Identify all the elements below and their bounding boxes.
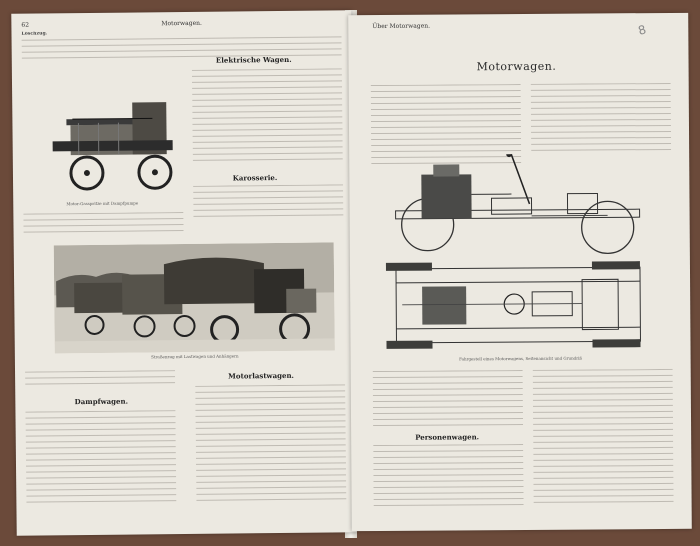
left-page-number: 62 xyxy=(21,21,30,29)
body-paragraph xyxy=(193,184,343,226)
heading-passenger: Personenwagen. xyxy=(415,432,480,442)
heading-truck: Motorlastwagen. xyxy=(228,370,295,381)
fire-engine-caption: Motor-Gasspritze mit Dampfpumpe xyxy=(66,200,139,207)
convoy-caption: Straßenzug mit Lastwagen und Anhängern xyxy=(151,353,239,360)
heading-electric: Elektrische Wagen. xyxy=(215,54,292,65)
page-title: Motorwagen. xyxy=(476,59,557,74)
truck-paragraph xyxy=(195,384,346,516)
left-page xyxy=(11,10,356,536)
truck-convoy-illustration xyxy=(54,242,335,353)
pencil-mark: 8 xyxy=(636,22,648,38)
passenger-paragraph xyxy=(373,444,523,515)
fire-engine-illustration xyxy=(22,62,183,204)
right-page xyxy=(348,13,692,531)
right-running-head: Über Motorwagen. xyxy=(372,22,431,31)
opening-keyword: Löschzug. xyxy=(21,31,48,37)
left-running-head: Motorwagen. xyxy=(161,19,202,28)
left-mid-paragraph xyxy=(23,212,183,244)
pump-paragraph xyxy=(25,410,176,512)
heading-body: Karosserie. xyxy=(232,173,278,183)
left-bottom-intro xyxy=(25,370,175,392)
right-lower-left-paragraph xyxy=(373,370,523,431)
chassis-caption: Fahrgestell eines Motorwagens, Seitenansicht und Grundriß xyxy=(459,355,583,362)
heading-pump: Dampfwagen. xyxy=(74,396,129,407)
chassis-illustration xyxy=(381,153,654,355)
electric-paragraph xyxy=(192,68,343,170)
right-lower-right-column xyxy=(533,369,674,516)
